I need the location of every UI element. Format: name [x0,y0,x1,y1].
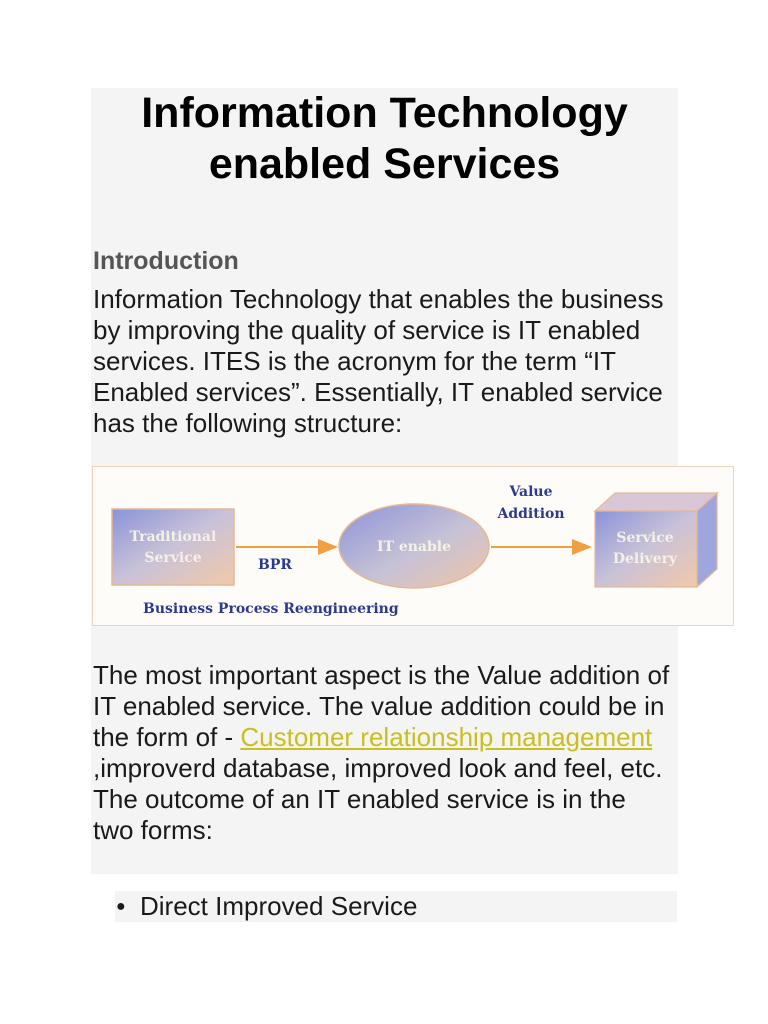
diagram-caption: Business Process Reengineering [143,601,399,617]
diagram-svg [93,467,733,625]
it-enable-label: IT enable [376,539,452,555]
value-label-line2: Addition [497,506,565,522]
crm-link[interactable]: Customer relationship management [240,722,653,752]
service-label-line2: Delivery [612,551,678,567]
traditional-label-line2: Service [144,550,202,566]
value-paragraph [93,660,673,846]
title-line-2: enabled Services [208,140,561,188]
page-title [91,88,678,190]
ites-structure-diagram [92,466,734,626]
intro-paragraph: Information Technology that enables the business by improving the quality of service is IT enabled services. ITES is the acronym for the term “IT Enabled services”. Essentially, IT enabled service has the following structure: [93,284,664,438]
bpr-label: BPR [258,557,292,573]
traditional-service-box [112,509,234,585]
cube-top-face [595,493,717,511]
value-paragraph-after: ,improverd database, improved look and feel, etc. The outcome of an IT enabled service is in the two forms: [93,753,663,845]
value-paragraph-before: The most important aspect is the Value addition of IT enabled service. The value addition could be in the form of - [93,660,670,752]
value-label-line1: Value [509,484,553,500]
service-label-line1: Service [616,530,674,546]
list-item: Direct Improved Service [140,891,418,921]
service-delivery-box [595,511,697,587]
traditional-label-line1: Traditional [129,529,217,545]
intro-heading: Introduction [93,247,239,275]
title-line-1: Information Technology [141,89,628,137]
bullet-icon: ● [116,898,126,915]
